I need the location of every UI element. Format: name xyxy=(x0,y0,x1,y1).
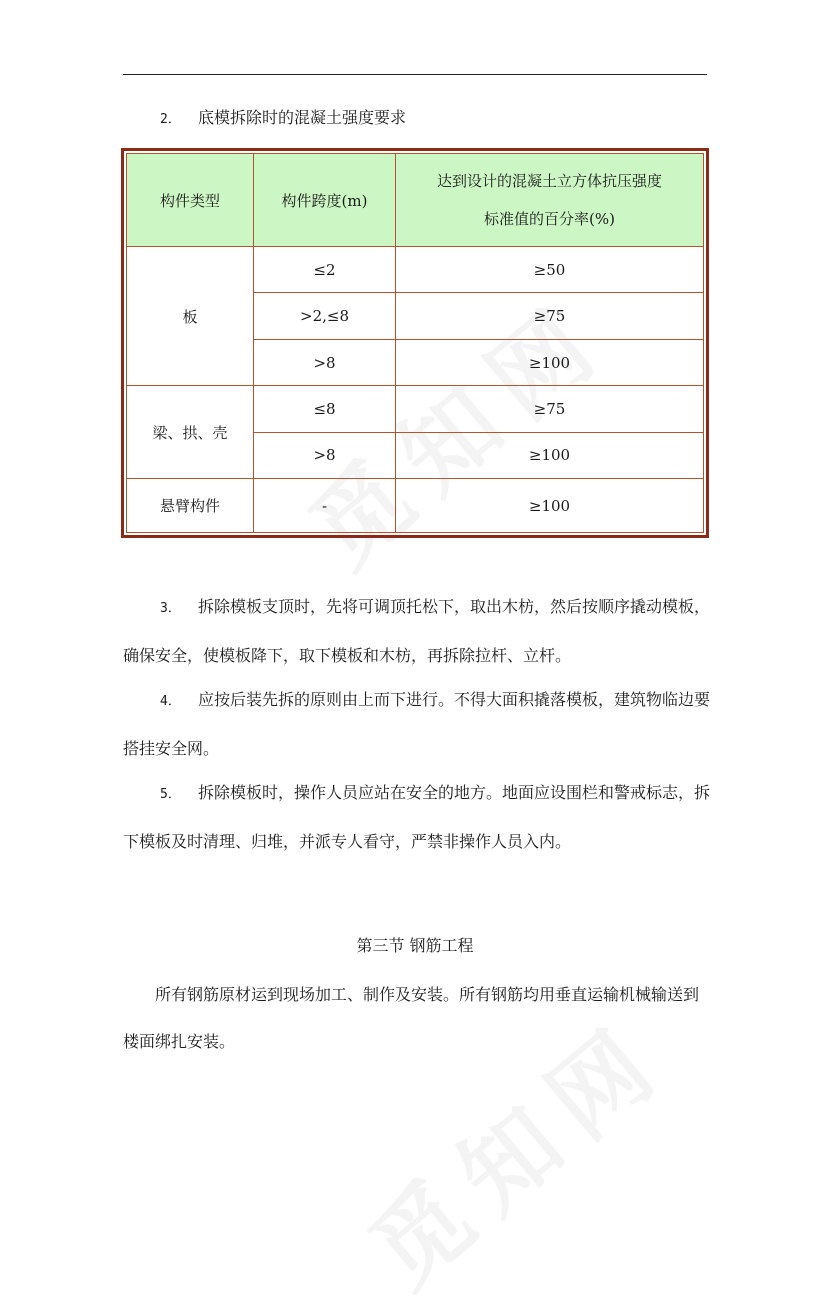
section-title: 第三节 钢筋工程 xyxy=(356,936,474,955)
span-cell: ≤8 xyxy=(254,386,396,432)
rebar-paragraph: 所有钢筋原材运到现场加工、制作及安装。所有钢筋均用垂直运输机械输送到楼面绑扎安装。 xyxy=(123,985,700,1051)
section-4-number: 4． xyxy=(160,694,181,709)
header-rule xyxy=(123,74,707,75)
section-5-number: 5． xyxy=(160,787,181,802)
section-3-text: 拆除模板支顶时，先将可调顶托松下，取出木枋，然后按顺序撬动模板，确保安全，使模板降下，取下模板和木枋，再拆除拉杆、立杆。 xyxy=(123,597,711,665)
table-row xyxy=(127,479,704,533)
header-strength xyxy=(396,154,704,247)
section-3-paragraph xyxy=(123,583,713,679)
section-5-text: 拆除模板时，操作人员应站在安全的地方。地面应设围栏和警戒标志，拆下模板及时清理、归堆，并派专人看守，严禁非操作人员入内。 xyxy=(123,783,711,851)
span-cell: ≤2 xyxy=(254,247,396,293)
section-4-paragraph xyxy=(123,676,713,772)
header-member-type: 构件类型 xyxy=(127,154,254,247)
percent-cell: ≥75 xyxy=(396,386,704,432)
percent-cell: ≥100 xyxy=(396,339,704,385)
table-header-row xyxy=(127,154,704,247)
group-label-cantilever: 悬臂构件 xyxy=(127,479,254,533)
strength-table xyxy=(126,153,704,533)
header-span: 构件跨度(m) xyxy=(254,154,396,247)
section-5-paragraph xyxy=(123,769,713,865)
span-cell: >2,≤8 xyxy=(254,293,396,339)
header-strength-line1: 达到设计的混凝土立方体抗压强度 xyxy=(436,172,662,190)
percent-cell: ≥75 xyxy=(396,293,704,339)
percent-cell: ≥100 xyxy=(396,479,704,533)
span-cell: - xyxy=(254,479,396,533)
table-row xyxy=(127,386,704,432)
span-cell: >8 xyxy=(254,339,396,385)
section-2-number: 2． xyxy=(160,112,181,127)
percent-cell: ≥50 xyxy=(396,247,704,293)
section-4-text: 应按后装先拆的原则由上而下进行。不得大面积撬落模板，建筑物临边要搭挂安全网。 xyxy=(123,690,711,758)
section-2-heading xyxy=(123,94,713,143)
header-strength-line2: 标准值的百分率(%) xyxy=(484,210,615,228)
section-3-number: 3． xyxy=(160,601,181,616)
table-row xyxy=(127,247,704,293)
percent-cell: ≥100 xyxy=(396,432,704,478)
group-label-slab: 板 xyxy=(127,247,254,386)
group-label-beam: 梁、拱、壳 xyxy=(127,386,254,479)
span-cell: >8 xyxy=(254,432,396,478)
section-2-text: 底模拆除时的混凝土强度要求 xyxy=(198,108,407,127)
strength-table-frame xyxy=(121,148,709,538)
